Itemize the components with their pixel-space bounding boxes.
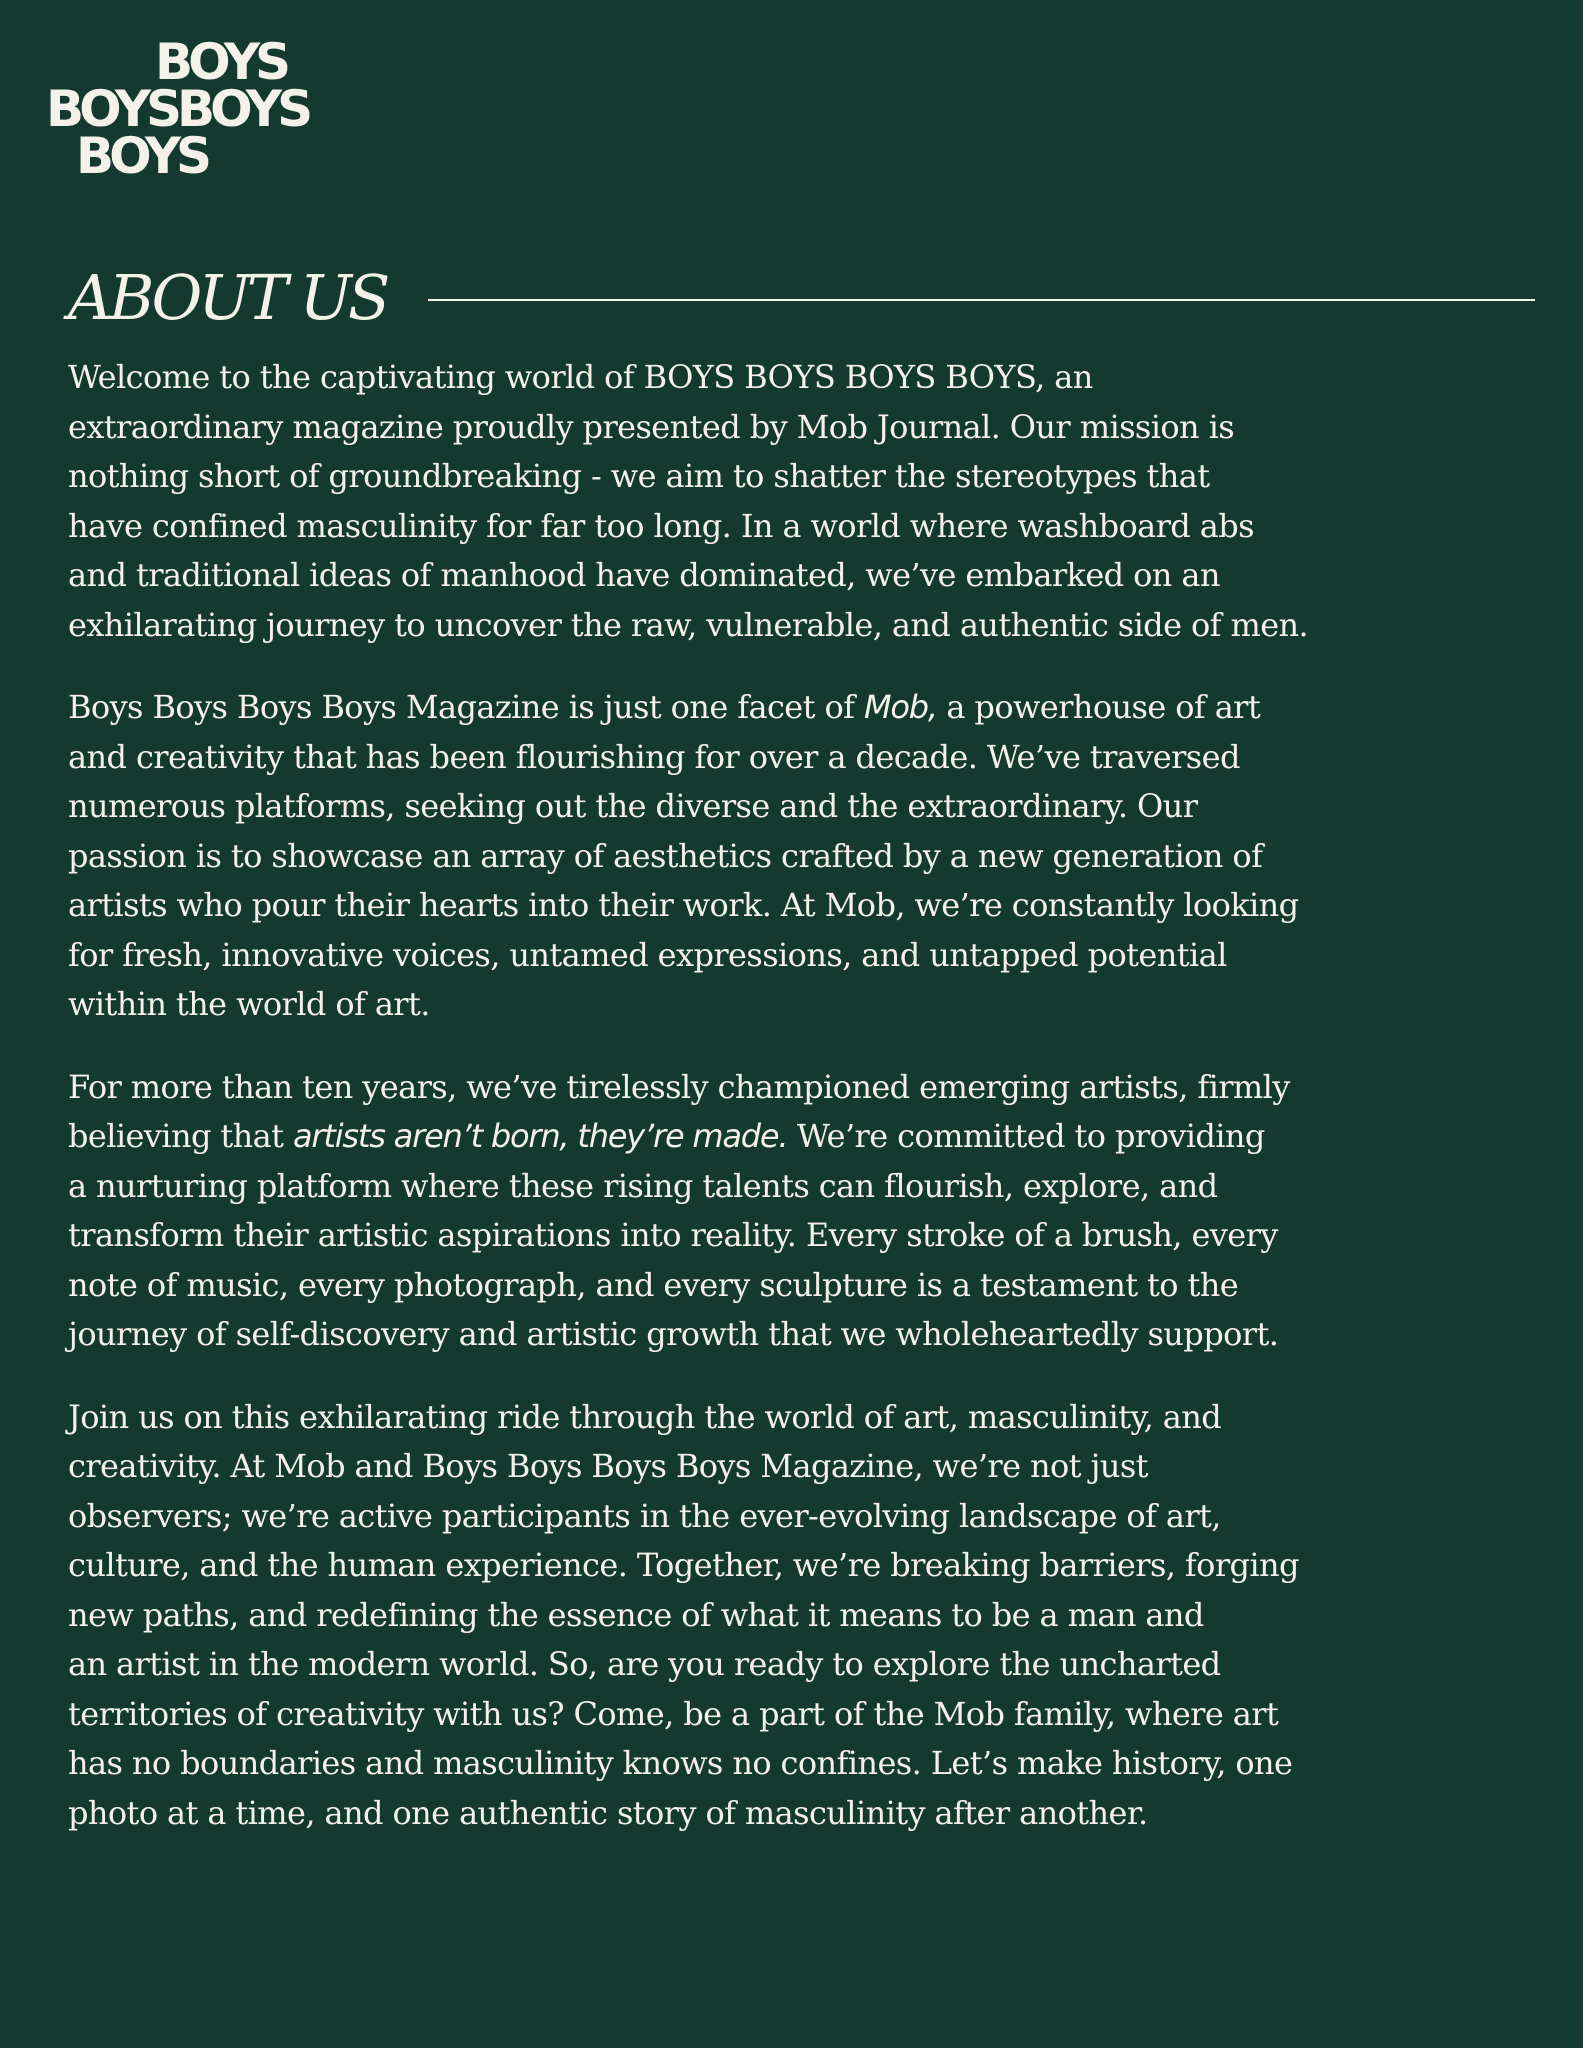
logo-line-2: BOYSBOYS xyxy=(46,80,309,138)
text-line: have confined masculinity for far too long. In a world where washboard abs xyxy=(68,506,1254,545)
text-line xyxy=(68,683,1508,733)
paragraph-mob xyxy=(68,683,1508,1030)
section-header xyxy=(68,258,1468,338)
text-line: artists who pour their hearts into their work. At Mob, we’re constantly looking xyxy=(68,886,1299,924)
text-line: an artist in the modern world. So, are you ready to explore the uncharted xyxy=(68,1645,1221,1683)
text-line: exhilarating journey to uncover the raw, vulnerable, and authentic side of men. xyxy=(68,605,1309,644)
text-segment: a powerhouse of art xyxy=(936,688,1261,726)
title-divider xyxy=(428,299,1535,301)
text-line: has no boundaries and masculinity knows no confines. Let’s make history, one xyxy=(68,1744,1293,1782)
text-line: a nurturing platform where these rising talents can flourish, explore, and xyxy=(68,1166,1218,1205)
text-segment: Boys Boys Boys Boys Magazine is just one facet of xyxy=(68,688,864,726)
emphasis-mob: Mob, xyxy=(863,688,937,726)
text-line: photo at a time, and one authentic story of masculinity after another. xyxy=(68,1793,1148,1832)
article-body xyxy=(68,353,1508,1871)
text-line xyxy=(68,1112,1508,1162)
text-segment: believing that xyxy=(68,1117,293,1155)
text-line: within the world of art. xyxy=(68,985,430,1023)
text-line: observers; we’re active participants in the ever-evolving landscape of art, xyxy=(68,1496,1221,1535)
brand-logo xyxy=(46,33,336,185)
paragraph-join xyxy=(68,1393,1508,1839)
text-line: journey of self-discovery and artistic growth that we wholeheartedly support. xyxy=(68,1315,1279,1353)
page-title: ABOUT US xyxy=(68,261,387,334)
text-line: creativity. At Mob and Boys Boys Boys Boys Magazine, we’re not just xyxy=(68,1447,1148,1485)
text-line: culture, and the human experience. Together, we’re breaking barriers, forging xyxy=(68,1546,1299,1584)
emphasis-quote: artists aren’t born, they’re made. xyxy=(293,1117,788,1155)
text-line: extraordinary magazine proudly presented by Mob Journal. Our mission is xyxy=(68,407,1235,446)
text-line: new paths, and redefining the essence of what it means to be a man and xyxy=(68,1595,1204,1634)
paragraph-artists xyxy=(68,1063,1508,1360)
text-line: passion is to showcase an array of aesthetics crafted by a new generation of xyxy=(68,836,1263,875)
text-line: note of music, every photograph, and every sculpture is a testament to the xyxy=(68,1265,1239,1304)
text-line: nothing short of groundbreaking - we aim to shatter the stereotypes that xyxy=(68,457,1210,495)
paragraph-intro xyxy=(68,353,1508,650)
text-line: numerous platforms, seeking out the diverse and the extraordinary. Our xyxy=(68,787,1198,825)
text-line: Welcome to the captivating world of BOYS BOYS BOYS BOYS, an xyxy=(68,358,1093,396)
text-line: transform their artistic aspirations into reality. Every stroke of a brush, every xyxy=(68,1216,1278,1254)
text-segment: We’re committed to providing xyxy=(787,1117,1265,1155)
text-line: and creativity that has been flourishing for over a decade. We’ve traversed xyxy=(68,737,1240,776)
logo-line-1: BOYS xyxy=(155,33,287,91)
text-line: For more than ten years, we’ve tirelessly championed emerging artists, firmly xyxy=(68,1067,1290,1106)
text-line: for fresh, innovative voices, untamed expressions, and untapped potential xyxy=(68,935,1227,974)
text-line: territories of creativity with us? Come, be a part of the Mob family, where art xyxy=(68,1694,1279,1733)
text-line: and traditional ideas of manhood have dominated, we’ve embarked on an xyxy=(68,556,1220,594)
text-line: Join us on this exhilarating ride through the world of art, masculinity, and xyxy=(68,1397,1222,1436)
logo-line-3: BOYS xyxy=(76,127,208,185)
